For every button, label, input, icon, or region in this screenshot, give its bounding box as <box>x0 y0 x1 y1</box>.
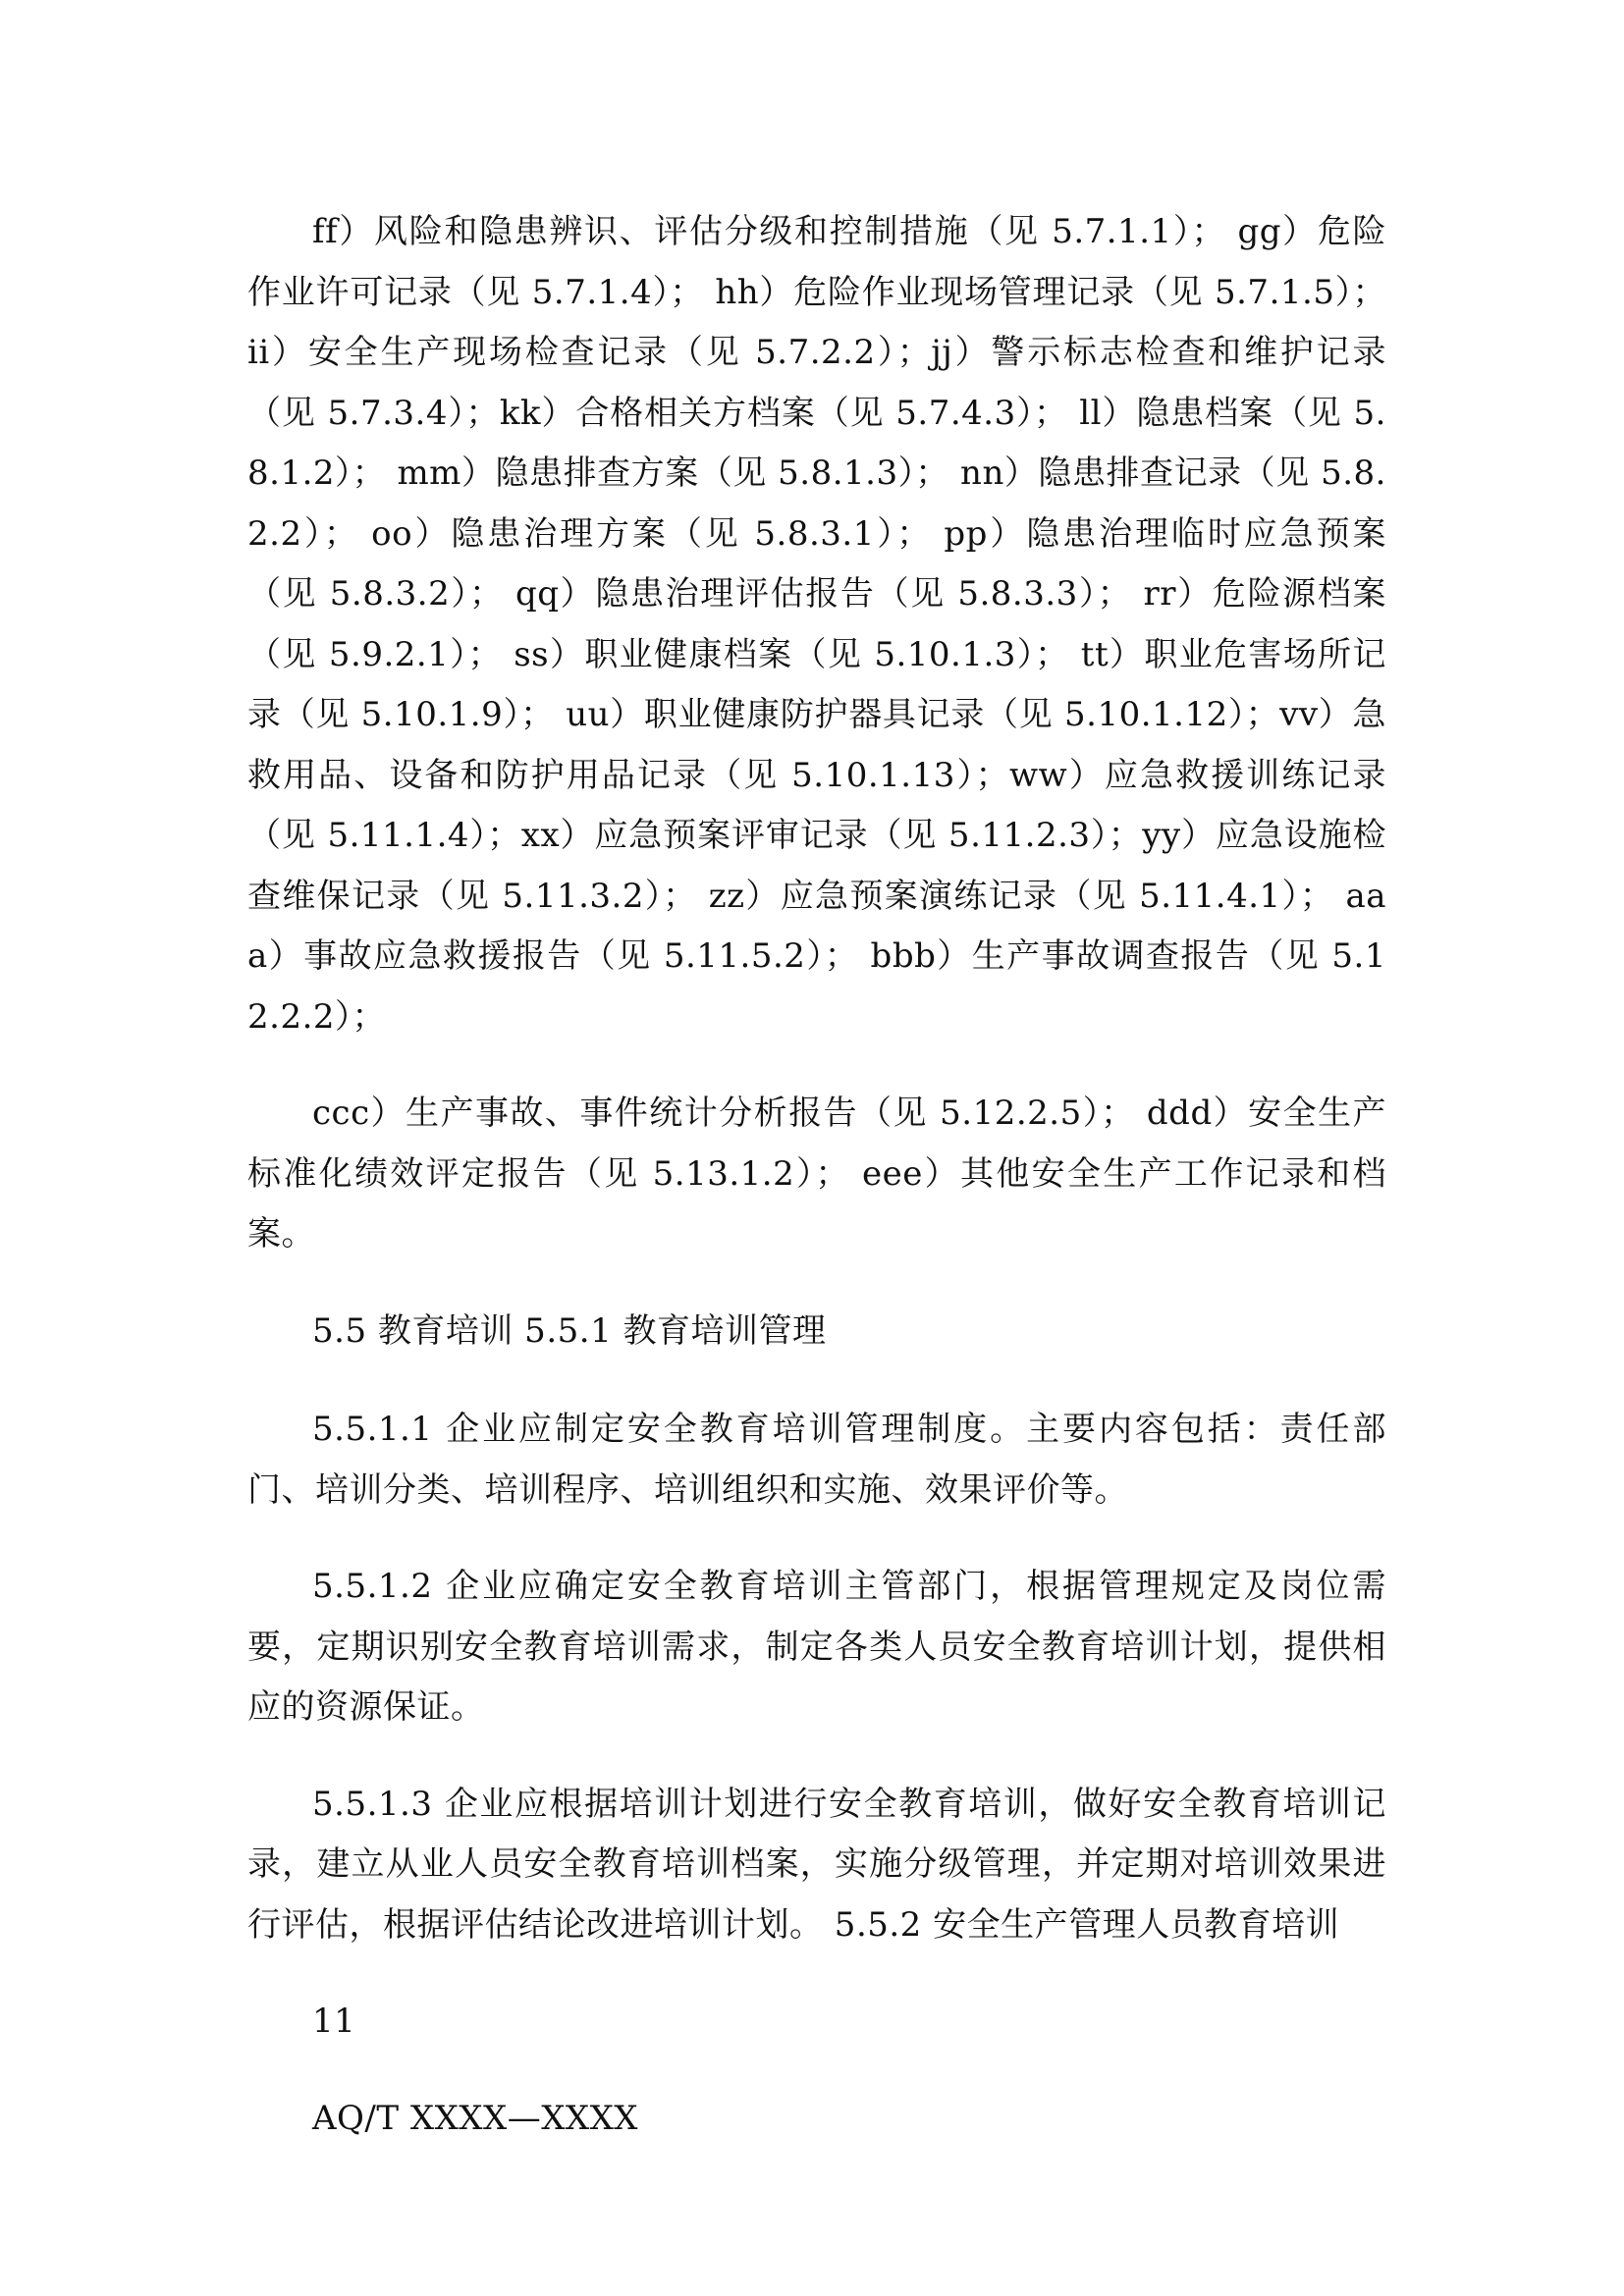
page-number: 11 <box>312 2002 356 2041</box>
paragraph-5-5-1-2: 5.5.1.2 企业应确定安全教育培训主管部门，根据管理规定及岗位需要，定期识别安全教育培训需求，制定各类人员安全教育培训计划，提供相应的资源保证。 <box>247 1567 1386 1727</box>
document-page <box>247 202 1386 2149</box>
paragraph-records-list: ff）风险和隐患辨识、评估分级和控制措施（见 5.7.1.1）； gg）危险作业许可记录（见 5.7.1.4）； hh）危险作业现场管理记录（见 5.7.1.5）； ii）安全生产现场检查记录（见 5.7.2.2）；jj）警示标志检查和维护记录（见 5.7.3.4）；kk）合格相关方档案（见 5.7.4.3）； ll）隐患档案（见 5.8.1.2）； mm）隐患排查方案（见 5.8.1.3）； nn）隐患排查记录（见 5.8.2.2）； oo）隐患治理方案（见 5.8.3.1）； pp）隐患治理临时应急预案（见 5.8.3.2）； qq）隐患治理评估报告（见 5.8.3.3）； rr）危险源档案（见 5.9.2.1）； ss）职业健康档案（见 5.10.1.3）； tt）职业危害场所记录（见 5.10.1.9）； uu）职业健康防护器具记录（见 5.10.1.12）；vv）急救用品、设备和防护用品记录（见 5.10.1.13）；ww）应急救援训练记录（见 5.11.1.4）；xx）应急预案评审记录（见 5.11.2.3）；yy）应急设施检查维保记录（见 5.11.3.2）； zz）应急预案演练记录（见 5.11.4.1）； aaa）事故应急救援报告（见 5.11.5.2）； bbb）生产事故调查报告（见 5.12.2.2）； <box>247 212 1386 1037</box>
paragraph-5-5-1-1: 5.5.1.1 企业应制定安全教育培训管理制度。主要内容包括：责任部门、培训分类、培训程序、培训组织和实施、效果评价等。 <box>247 1410 1386 1510</box>
paragraph-5-5-1-3: 5.5.1.3 企业应根据培训计划进行安全教育培训，做好安全教育培训记录，建立从业人员安全教育培训档案，实施分级管理，并定期对培训效果进行评估，根据评估结论改进培训计划。 5.5.2 安全生产管理人员教育培训 <box>247 1784 1386 1945</box>
footer-standard-code: AQ/T XXXX—XXXX <box>312 2098 639 2138</box>
paragraph-records-list-end: ccc）生产事故、事件统计分析报告（见 5.12.2.5）； ddd）安全生产标准化绩效评定报告（见 5.13.1.2）； eee）其他安全生产工作记录和档案。 <box>247 1094 1386 1254</box>
section-heading: 5.5 教育培训 5.5.1 教育培训管理 <box>312 1310 827 1351</box>
